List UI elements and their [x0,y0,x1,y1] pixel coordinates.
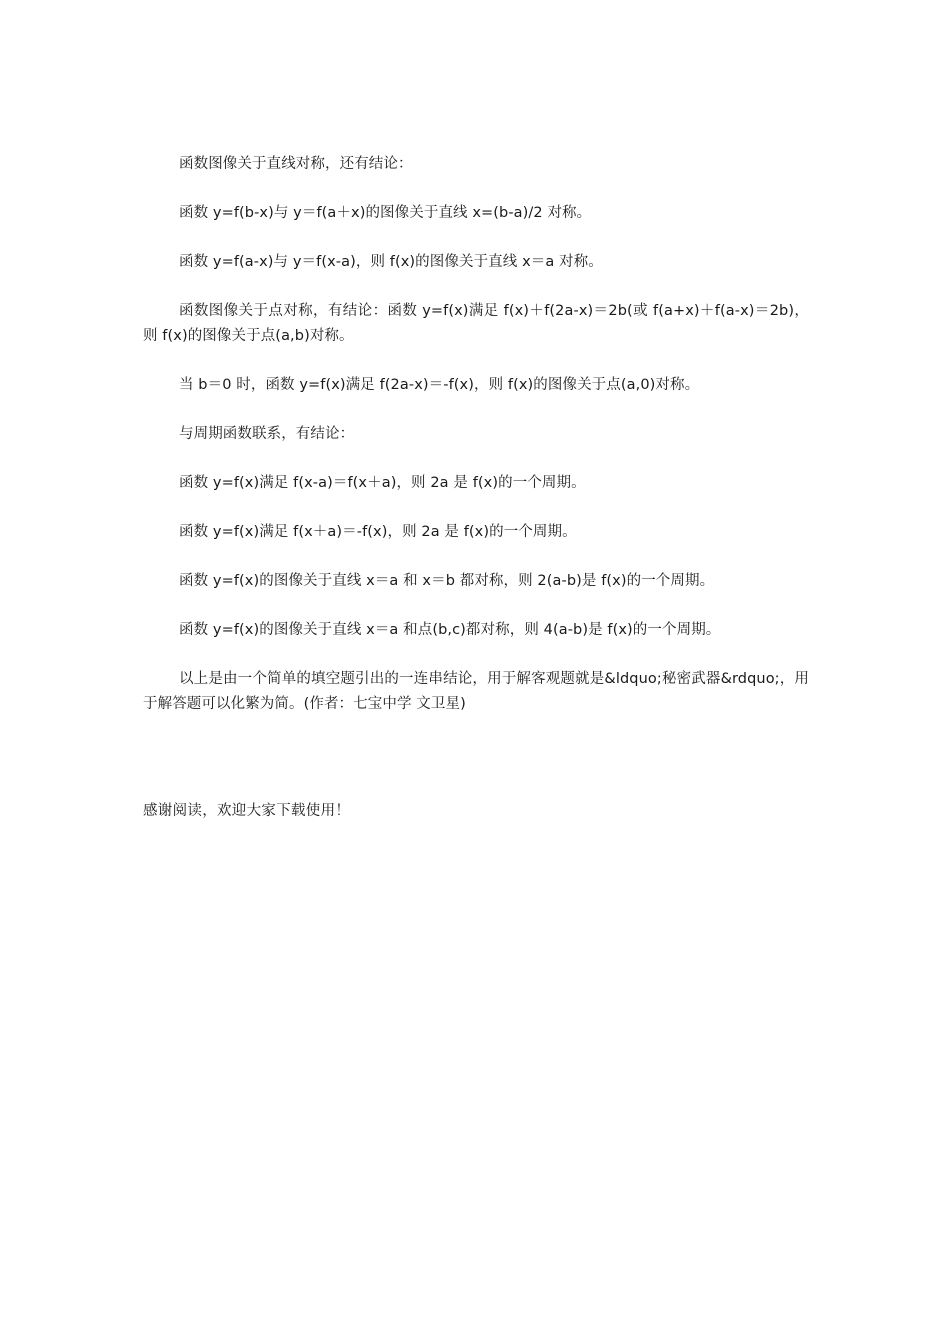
document-body [143,152,809,741]
paragraph-point-symmetry-rule: 函数图像关于点对称，有结论：函数 y=f(x)满足 f(x)＋f(2a-x)＝2b(或 f(a+x)＋f(a-x)＝2b)，则 f(x)的图像关于点(a,b)对称。 [143,303,809,344]
paragraph-conclusion: 以上是由一个简单的填空题引出的一连串结论，用于解客观题就是&ldquo;秘密武器&rdquo;，用于解答题可以化繁为简。(作者：七宝中学 文卫星) [143,671,809,712]
closing-thanks: 感谢阅读，欢迎大家下载使用！ [143,803,351,819]
paragraph-periodic-rule-1: 函数 y=f(x)满足 f(x-a)＝f(x＋a)，则 2a 是 f(x)的一个周期。 [179,475,586,491]
paragraph-intro-line-symmetry: 函数图像关于直线对称，还有结论： [179,156,413,172]
paragraph-periodic-rule-4: 函数 y=f(x)的图像关于直线 x＝a 和点(b,c)都对称，则 4(a-b)是 f(x)的一个周期。 [179,622,721,638]
paragraph-intro-periodic: 与周期函数联系，有结论： [179,426,355,442]
paragraph-periodic-rule-2: 函数 y=f(x)满足 f(x＋a)＝-f(x)，则 2a 是 f(x)的一个周期。 [179,524,577,540]
paragraph-line-symmetry-rule-1: 函数 y=f(b-x)与 y＝f(a＋x)的图像关于直线 x=(b-a)/2 对称。 [179,205,592,221]
paragraph-periodic-rule-3: 函数 y=f(x)的图像关于直线 x＝a 和 x＝b 都对称，则 2(a-b)是 f(x)的一个周期。 [179,573,715,589]
paragraph-point-symmetry-special-case: 当 b＝0 时，函数 y=f(x)满足 f(2a-x)＝-f(x)，则 f(x)的图像关于点(a,0)对称。 [179,377,700,393]
paragraph-line-symmetry-rule-2: 函数 y=f(a-x)与 y＝f(x-a)，则 f(x)的图像关于直线 x＝a 对称。 [179,254,603,270]
